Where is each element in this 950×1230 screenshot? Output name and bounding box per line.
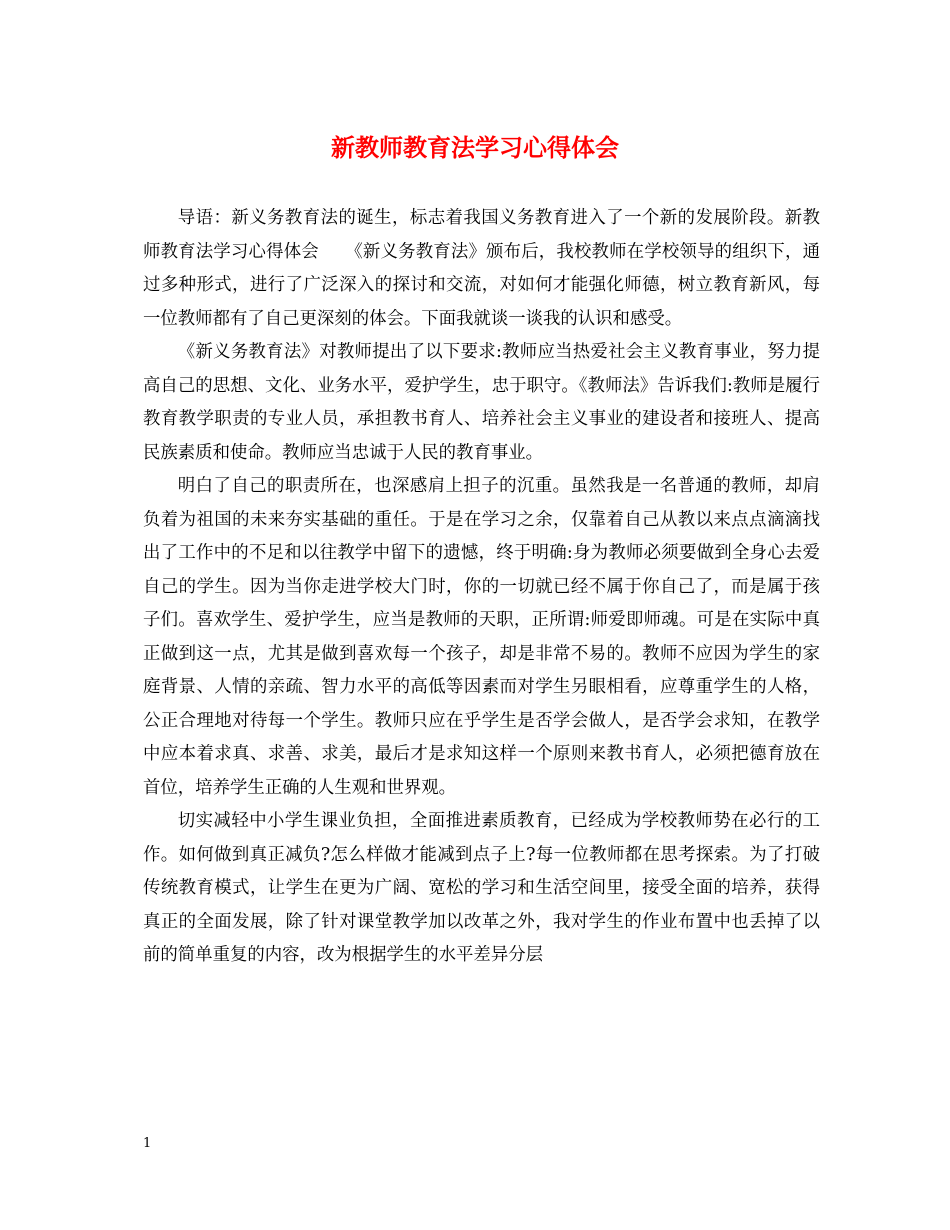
- paragraph-burden-reduction: 切实减轻中小学生课业负担，全面推进素质教育，已经成为学校教师势在必行的工作。如何做到真正减负?怎么样做才能减到点子上?每一位教师都在思考探索。为了打破传统教育模式，让学生在更为广阔、宽松的学习和生活空间里，接受全面的培养，获得真正的全面发展，除了针对课堂教学加以改革之外，我对学生的作业布置中也丢掉了以前的简单重复的内容，改为根据学生的水平差异分层: [143, 811, 820, 965]
- document-body: [143, 202, 820, 973]
- page-number: 1: [143, 1136, 152, 1151]
- paragraph-responsibility: 明白了自己的职责所在，也深感肩上担子的沉重。虽然我是一名普通的教师，却肩负着为祖国的未来夯实基础的重任。于是在学习之余，仅靠着自己从教以来点点滴滴找出了工作中的不足和以往教学中留下的遗憾，终于明确:身为教师必须要做到全身心去爱自己的学生。因为当你走进学校大门时，你的一切就已经不属于你自己了，而是属于孩子们。喜欢学生、爱护学生，应当是教师的天职，正所谓:师爱即师魂。可是在实际中真正做到这一点，尤其是做到喜欢每一个孩子，却是非常不易的。教师不应因为学生的家庭背景、人情的亲疏、智力水平的高低等因素而对学生另眼相看，应尊重学生的人格，公正合理地对待每一个学生。教师只应在乎学生是否学会做人，是否学会求知，在教学中应本着求真、求善、求美，最后才是求知这样一个原则来教书育人，必须把德育放在首位，培养学生正确的人生观和世界观。: [143, 476, 820, 798]
- page-title: 新教师教育法学习心得体会: [331, 133, 619, 162]
- paragraph-requirements: 《新义务教育法》对教师提出了以下要求:教师应当热爱社会主义教育事业，努力提高自己的思想、文化、业务水平，爱护学生，忠于职守。《教师法》告诉我们:教师是履行教育教学职责的专业人员，承担教书育人、培养社会主义事业的建设者和接班人、提高民族素质和使命。教师应当忠诚于人民的教育事业。: [143, 342, 820, 463]
- paragraph-intro: 导语：新义务教育法的诞生，标志着我国义务教育进入了一个新的发展阶段。新教师教育法学习心得体会 《新义务教育法》颁布后，我校教师在学校领导的组织下，通过多种形式，进行了广泛深入的探讨和交流，对如何才能强化师德，树立教育新风，每一位教师都有了自己更深刻的体会。下面我就谈一谈我的认识和感受。: [143, 208, 820, 329]
